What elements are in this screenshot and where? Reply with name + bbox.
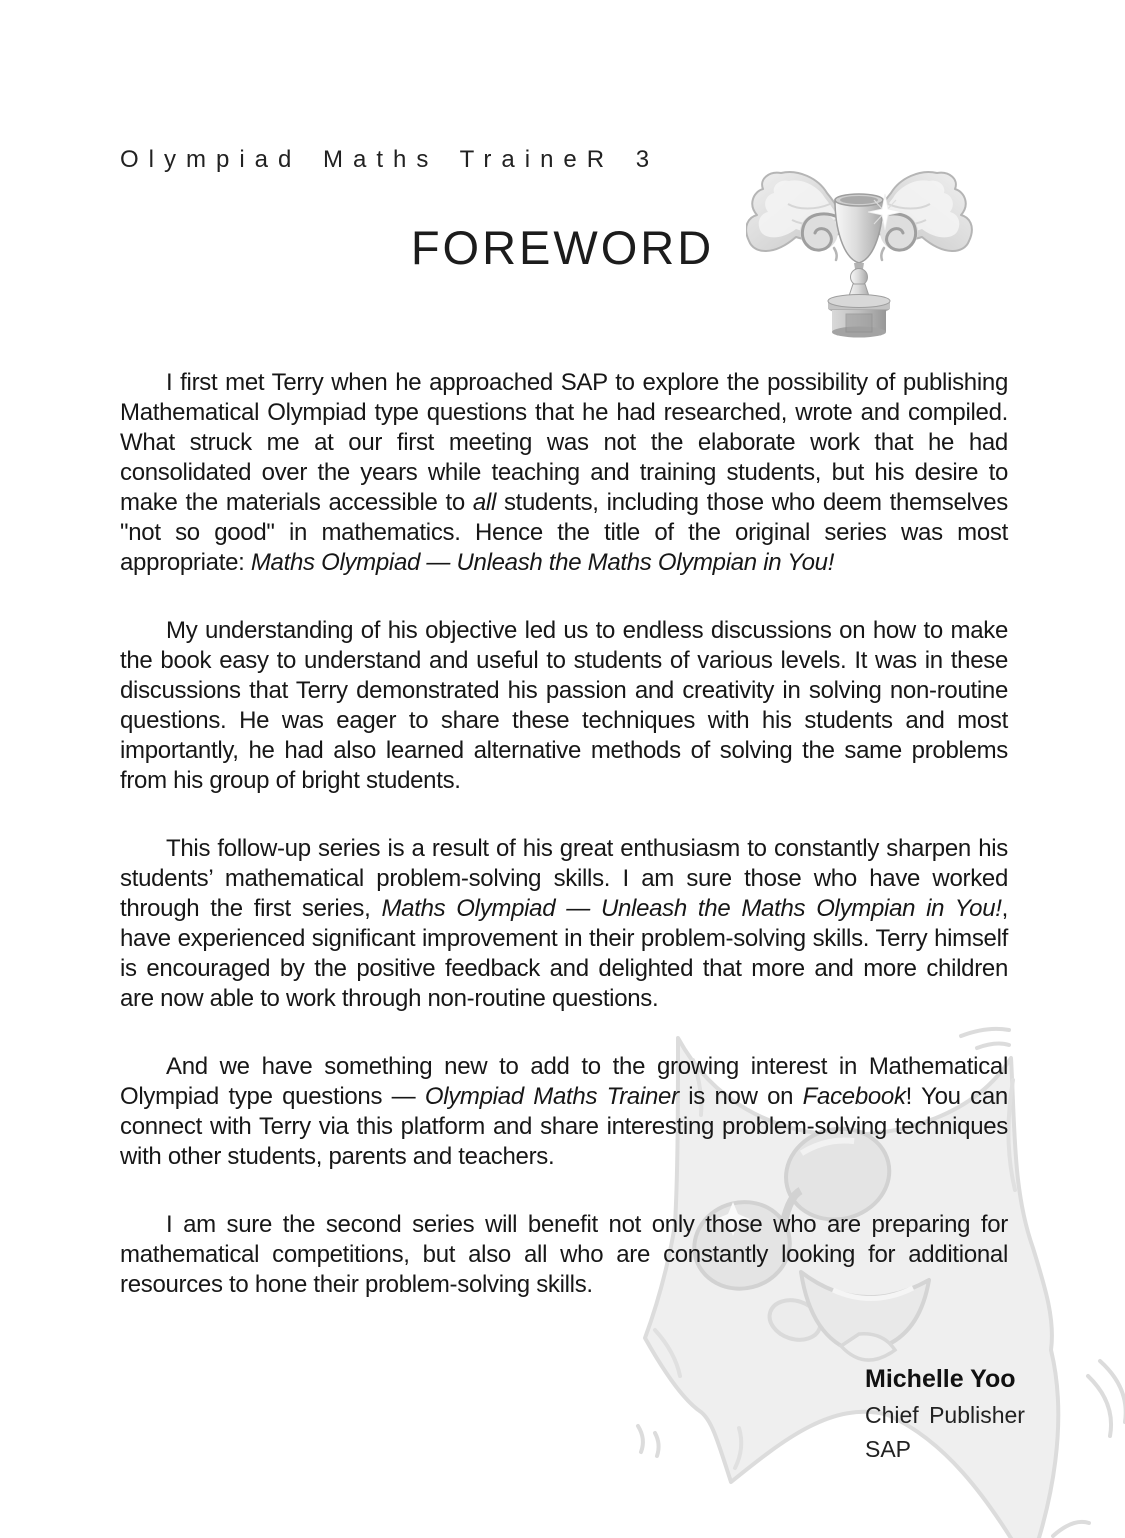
signature-name: Michelle Yoo	[865, 1365, 1016, 1393]
foreword-paragraph-1: I first met Terry when he approached SAP to explore the possibility of publishing Mathematical Olympiad type questions that he had researched, wrote and compiled. What struck me at our first meeting was not the elaborate work that he had consolidated over the years while teaching and training students, but his desire to make the materials accessible to all students, including those who deem themselves "not so good" in mathematics. Hence the title of the original series was most appropriate: Maths Olympiad — Unleash the Maths Olympian in You!	[120, 369, 1008, 576]
foreword-paragraph-2: My understanding of his objective led us to endless discussions on how to make the book easy to understand and useful to students of various levels. It was in these discussions that Terry demonstrated his passion and creativity in solving non-routine questions. He was eager to share these techniques with his students and most importantly, he had also learned alternative methods of solving the same problems from his group of bright students.	[120, 617, 1008, 794]
foreword-paragraph-4: And we have something new to add to the growing interest in Mathematical Olympiad type questions — Olympiad Maths Trainer is now on Facebook! You can connect with Terry via this platform and share interesting problem-solving techniques with other students, parents and teachers.	[120, 1053, 1008, 1170]
foreword-paragraph-5: I am sure the second series will benefit not only those who are preparing for mathematical competitions, but also all who are constantly looking for additional resources to hone their problem-solving skills.	[120, 1211, 1008, 1298]
signature-block	[865, 1365, 1025, 1463]
series-title: Olympiad Maths TraineR 3	[120, 146, 660, 173]
page-title: FOREWORD	[410, 221, 715, 274]
foreword-paragraph-3: This follow-up series is a result of his great enthusiasm to constantly sharpen his students’ mathematical problem-solving skills. I am sure those who have worked through the first series, Maths Olympiad — Unleash the Maths Olympian in You!, have experienced significant improvement in their problem-solving skills. Terry himself is encouraged by the positive feedback and delighted that more and more children are now able to work through non-routine questions.	[120, 835, 1009, 1012]
winged-trophy-icon	[746, 168, 978, 340]
signature-organization: SAP	[865, 1436, 912, 1462]
signature-role: Chief Publisher	[865, 1402, 1025, 1428]
foreword-body	[120, 368, 1008, 1338]
